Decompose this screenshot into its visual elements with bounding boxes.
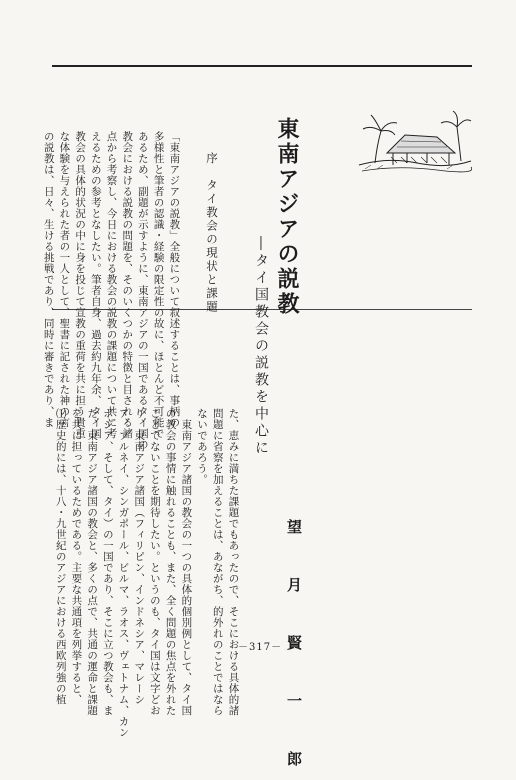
text-line: ⑴歴史的には、十八・九世紀のアジアにおける西欧列強の植 [54,408,67,705]
article-title: 東南アジアの説教 [274,117,300,317]
article-subtitle: ―タイ国教会の説教を中心に [253,236,269,457]
lower-text-block [52,408,240,738]
author-name: 望 月 賢 一 郎 [285,519,303,780]
text-line: り、東南アジア諸国（フィリピン、インドネシア、マレーシ [133,408,146,705]
text-line: の説教は、日々、生ける挑戦であり、同時に審きであり、ま [42,131,55,428]
text-line: 問題に省察を加えることは、あながち、的外れのことではなら [211,408,224,716]
text-line: ア、ブルネイ、シンガポール、ビルマ、ラオス、ヴェトナム、カン [117,408,130,738]
text-line: 点から考察し、今日における教会の説教の課題について共に考 [105,131,118,439]
text-line: 「東南アジアの説教」全般について叙述することは、事柄の [168,131,181,428]
top-rule [52,65,472,67]
text-line: た、恵みに満ちた課題でもあったので、そこにおける具体的諸 [227,408,240,716]
text-line: あるため、副題が示すように、東南アジアの一国であるタイ国の [136,131,149,450]
text-line: 教会における説教の問題を、そのいくつかの特徴と目される諸 [121,131,134,439]
village-illustration [357,105,472,177]
text-line: を共に担っているためである。主要な共通項を列挙すると、 [70,408,83,705]
text-line: な体験を与えられた者の一人として、聖書に記された神の言 [58,131,71,428]
text-line: た、東南アジア諸国の教会と、多くの点で、共通の運命と課題 [86,408,99,716]
text-line: ボジア、そして、タイ）の一国であり、そこに立つ教会も、ま [101,408,114,716]
text-line: 教会の具体的状況の中に身を投じて宣教の重荷を共に担う貴重 [74,131,87,439]
section-heading: 序 タイ教会の現状と課題 [205,152,219,314]
upper-text-block [40,131,181,450]
text-line: ないであろう。 [196,408,209,485]
text-line: 多様性と筆者の認識・経験の限定性の故に、ほとんど不可能で [152,131,165,439]
text-line: ことでないことを期待したい。というのも、タイ国は文字どお [148,408,161,716]
text-line: えるための参考となしたい。筆者自身、過去約九年余、タイ国 [89,131,102,439]
page-number: －317－ [238,642,283,653]
text-line: の教会の事情に触れることも、また、全く問題の焦点を外れた [164,408,177,716]
text-line: 東南アジア諸国の教会の一つの具体的個別例として、タイ国 [180,408,193,716]
